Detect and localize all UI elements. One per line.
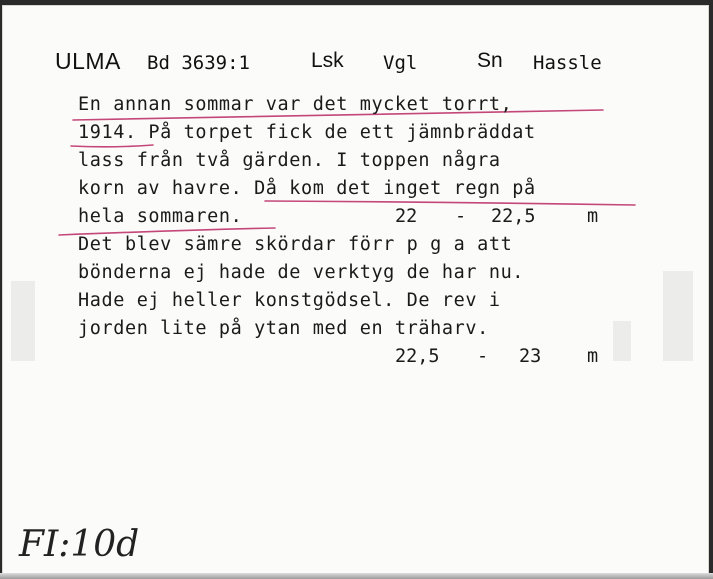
measure-dash: - — [455, 206, 467, 227]
socken-value: Hassle — [533, 52, 602, 74]
measure-from: 22,5 — [395, 346, 440, 367]
text-line: jorden lite på ytan med en träharv. — [78, 318, 489, 339]
text-line: En annan sommar var det mycket torrt, — [78, 94, 513, 115]
underline-3 — [265, 201, 635, 205]
socken-label: Sn — [477, 49, 503, 72]
measure-unit: m — [587, 206, 599, 227]
measure-dash: - — [477, 346, 489, 367]
card-edge-shadow — [0, 573, 713, 579]
measure-to: 22,5 — [491, 206, 536, 227]
landskap-value: Vgl — [383, 52, 418, 74]
landskap-label: Lsk — [311, 49, 344, 72]
text-line: Hade ej heller konstgödsel. De rev i — [78, 290, 501, 311]
archive-card — [2, 5, 709, 575]
measure-to: 23 — [519, 346, 542, 367]
text-line: korn av havre. Då kom det inget regn på — [78, 178, 536, 199]
underline-2 — [71, 145, 153, 147]
text-line: lass från två gärden. I toppen några — [78, 150, 501, 171]
text-line: Det blev sämre skördar förr p g a att — [78, 234, 513, 255]
text-line: hela sommaren. — [78, 206, 243, 227]
text-line: bönderna ej hade de verktyg de har nu. — [78, 262, 525, 283]
text-line: 1914. På torpet fick de ett jämnbräddat — [78, 122, 536, 143]
handwritten-filing-mark: FI:10d — [19, 524, 140, 565]
record-number: Bd 3639:1 — [147, 52, 250, 74]
measure-unit: m — [587, 346, 599, 367]
measure-from: 22 — [395, 206, 418, 227]
archive-code: ULMA — [55, 48, 121, 74]
